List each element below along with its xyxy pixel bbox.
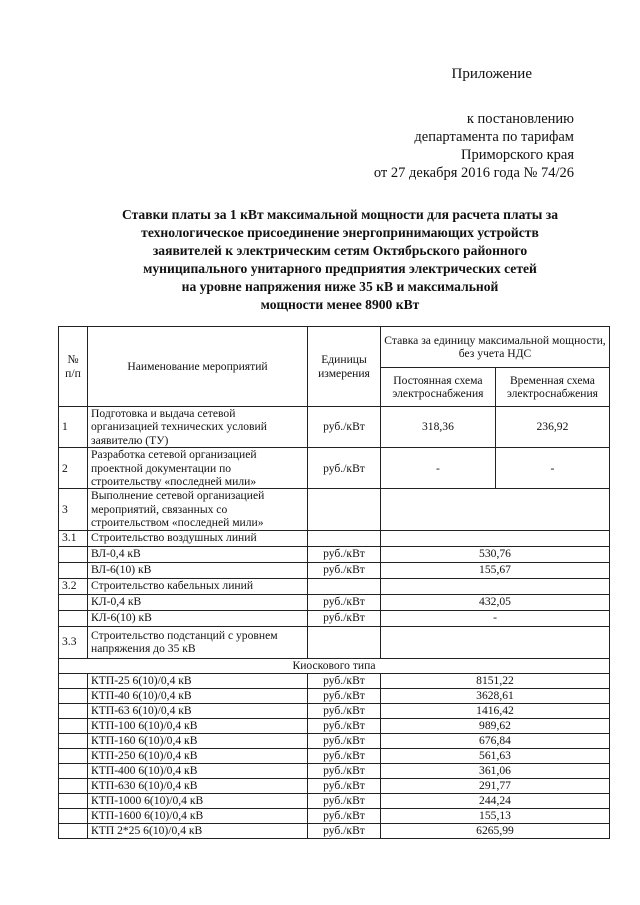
section-name: Строительство воздушных линий: [88, 530, 308, 546]
table-row: [59, 407, 610, 448]
table-row: [59, 733, 610, 748]
row-name: КТП-1000 6(10)/0,4 кВ: [88, 793, 308, 808]
row-value: 1416,42: [381, 703, 610, 718]
row-unit: руб./кВт: [308, 546, 381, 562]
table-row: [59, 610, 610, 626]
title-line: на уровне напряжения ниже 35 кВ и максимальной: [181, 279, 499, 294]
kiosk-heading-row: [59, 658, 610, 673]
row-name: КТП 2*25 6(10)/0,4 кВ: [88, 823, 308, 838]
row-name: КЛ-6(10) кВ: [88, 610, 308, 626]
table-row: [59, 778, 610, 793]
table-row: [59, 793, 610, 808]
row-permanent: 318,36: [381, 407, 496, 448]
row-num: [59, 793, 88, 808]
row-unit: руб./кВт: [308, 562, 381, 578]
decree-line: Приморского края: [460, 147, 574, 163]
table-row: [59, 673, 610, 688]
row-unit: руб./кВт: [308, 808, 381, 823]
row-num: [59, 673, 88, 688]
row-unit: руб./кВт: [308, 763, 381, 778]
row-num: [59, 546, 88, 562]
row-name: КТП-250 6(10)/0,4 кВ: [88, 748, 308, 763]
table-row: [59, 594, 610, 610]
row-unit: [308, 489, 381, 530]
row-unit: руб./кВт: [308, 748, 381, 763]
header-rate: Ставка за единицу максимальной мощности, без учета НДС: [381, 327, 610, 368]
row-name: КЛ-0,4 кВ: [88, 594, 308, 610]
row-value: [381, 626, 610, 658]
row-name: КТП-100 6(10)/0,4 кВ: [88, 718, 308, 733]
row-num: [59, 748, 88, 763]
row-num: [59, 823, 88, 838]
section-name: Строительство кабельных линий: [88, 578, 308, 594]
row-name: Разработка сетевой организацией проектной документации по строительству «последней мили»: [88, 448, 308, 489]
kiosk-heading: Киоскового типа: [59, 658, 610, 673]
decree-line: к постановлению: [466, 111, 574, 127]
title-line: заявителей к электрическим сетям Октябрьского районного: [152, 243, 528, 258]
table-row: [59, 562, 610, 578]
row-num: 3: [59, 489, 88, 530]
row-value: 155,67: [381, 562, 610, 578]
title-line: мощности менее 8900 кВт: [260, 297, 420, 312]
row-num: [59, 562, 88, 578]
table-row: [59, 703, 610, 718]
row-unit: руб./кВт: [308, 733, 381, 748]
row-value: [381, 489, 610, 530]
row-permanent: -: [381, 448, 496, 489]
header-name: Наименование мероприятий: [88, 327, 308, 407]
decree-reference: [374, 110, 574, 182]
title-line: технологическое присоединение энергопринимающих устройств: [141, 225, 539, 240]
table-row: [59, 808, 610, 823]
section-num: 3.1: [59, 530, 88, 546]
row-num: [59, 733, 88, 748]
row-value: -: [381, 610, 610, 626]
row-unit: руб./кВт: [308, 703, 381, 718]
row-value: 561,63: [381, 748, 610, 763]
table-row: [59, 718, 610, 733]
row-value: 6265,99: [381, 823, 610, 838]
section-row: [59, 578, 610, 594]
row-unit: руб./кВт: [308, 688, 381, 703]
section-row: [59, 530, 610, 546]
row-name: КТП-160 6(10)/0,4 кВ: [88, 733, 308, 748]
header-temporary: Временная схема электроснабжения: [495, 368, 609, 407]
row-unit: руб./кВт: [308, 823, 381, 838]
row-num: [59, 808, 88, 823]
row-unit: [308, 578, 381, 594]
row-unit: руб./кВт: [308, 610, 381, 626]
row-unit: руб./кВт: [308, 673, 381, 688]
row-unit: [308, 626, 381, 658]
row-value: 530,76: [381, 546, 610, 562]
row-unit: руб./кВт: [308, 407, 381, 448]
header-num: № п/п: [59, 327, 88, 407]
row-value: 244,24: [381, 793, 610, 808]
row-name: КТП-630 6(10)/0,4 кВ: [88, 778, 308, 793]
row-name: КТП-40 6(10)/0,4 кВ: [88, 688, 308, 703]
row-unit: руб./кВт: [308, 793, 381, 808]
section-num: 3.2: [59, 578, 88, 594]
header-permanent: Постоянная схема электроснабжения: [381, 368, 496, 407]
table-row: [59, 546, 610, 562]
row-num: [59, 688, 88, 703]
row-num: [59, 610, 88, 626]
table-row: [59, 748, 610, 763]
row-num: 1: [59, 407, 88, 448]
row-value: [381, 530, 610, 546]
row-name: Подготовка и выдача сетевой организацией технических условий заявителю (ТУ): [88, 407, 308, 448]
row-value: [381, 578, 610, 594]
title-line: Ставки платы за 1 кВт максимальной мощности для расчета платы за: [121, 207, 559, 222]
table-header-row: [59, 327, 610, 368]
row-name: КТП-400 6(10)/0,4 кВ: [88, 763, 308, 778]
row-num: [59, 778, 88, 793]
row-unit: руб./кВт: [308, 594, 381, 610]
row-num: [59, 763, 88, 778]
decree-line: от 27 декабря 2016 года № 74/26: [373, 165, 574, 181]
table-row: [59, 688, 610, 703]
header-unit: Единицы измерения: [308, 327, 381, 407]
table-row: [59, 448, 610, 489]
section-row: [59, 626, 610, 658]
decree-line: департамента по тарифам: [414, 129, 574, 145]
row-unit: руб./кВт: [308, 778, 381, 793]
section-name: Строительство подстанций с уровнем напряжения до 35 кВ: [88, 626, 308, 658]
row-unit: руб./кВт: [308, 718, 381, 733]
row-unit: [308, 530, 381, 546]
row-value: 291,77: [381, 778, 610, 793]
document-title: [80, 206, 600, 314]
row-value: 361,06: [381, 763, 610, 778]
row-name: КТП-1600 6(10)/0,4 кВ: [88, 808, 308, 823]
appendix-label: Приложение: [451, 66, 532, 82]
row-value: 8151,22: [381, 673, 610, 688]
row-name: ВЛ-6(10) кВ: [88, 562, 308, 578]
row-value: 432,05: [381, 594, 610, 610]
row-name: КТП-63 6(10)/0,4 кВ: [88, 703, 308, 718]
row-name: КТП-25 6(10)/0,4 кВ: [88, 673, 308, 688]
row-num: [59, 594, 88, 610]
row-value: 676,84: [381, 733, 610, 748]
section-num: 3.3: [59, 626, 88, 658]
row-unit: руб./кВт: [308, 448, 381, 489]
title-line: муниципального унитарного предприятия электрических сетей: [143, 261, 537, 276]
table-row: [59, 823, 610, 838]
row-num: 2: [59, 448, 88, 489]
row-value: 989,62: [381, 718, 610, 733]
row-temporary: 236,92: [495, 407, 609, 448]
row-value: 3628,61: [381, 688, 610, 703]
rates-table: [58, 326, 610, 839]
row-value: 155,13: [381, 808, 610, 823]
row-num: [59, 703, 88, 718]
table-row: [59, 763, 610, 778]
row-temporary: -: [495, 448, 609, 489]
row-name: ВЛ-0,4 кВ: [88, 546, 308, 562]
table-row: [59, 489, 610, 530]
row-name: Выполнение сетевой организацией мероприятий, связанных со строительством «последней мили»: [88, 489, 308, 530]
row-num: [59, 718, 88, 733]
